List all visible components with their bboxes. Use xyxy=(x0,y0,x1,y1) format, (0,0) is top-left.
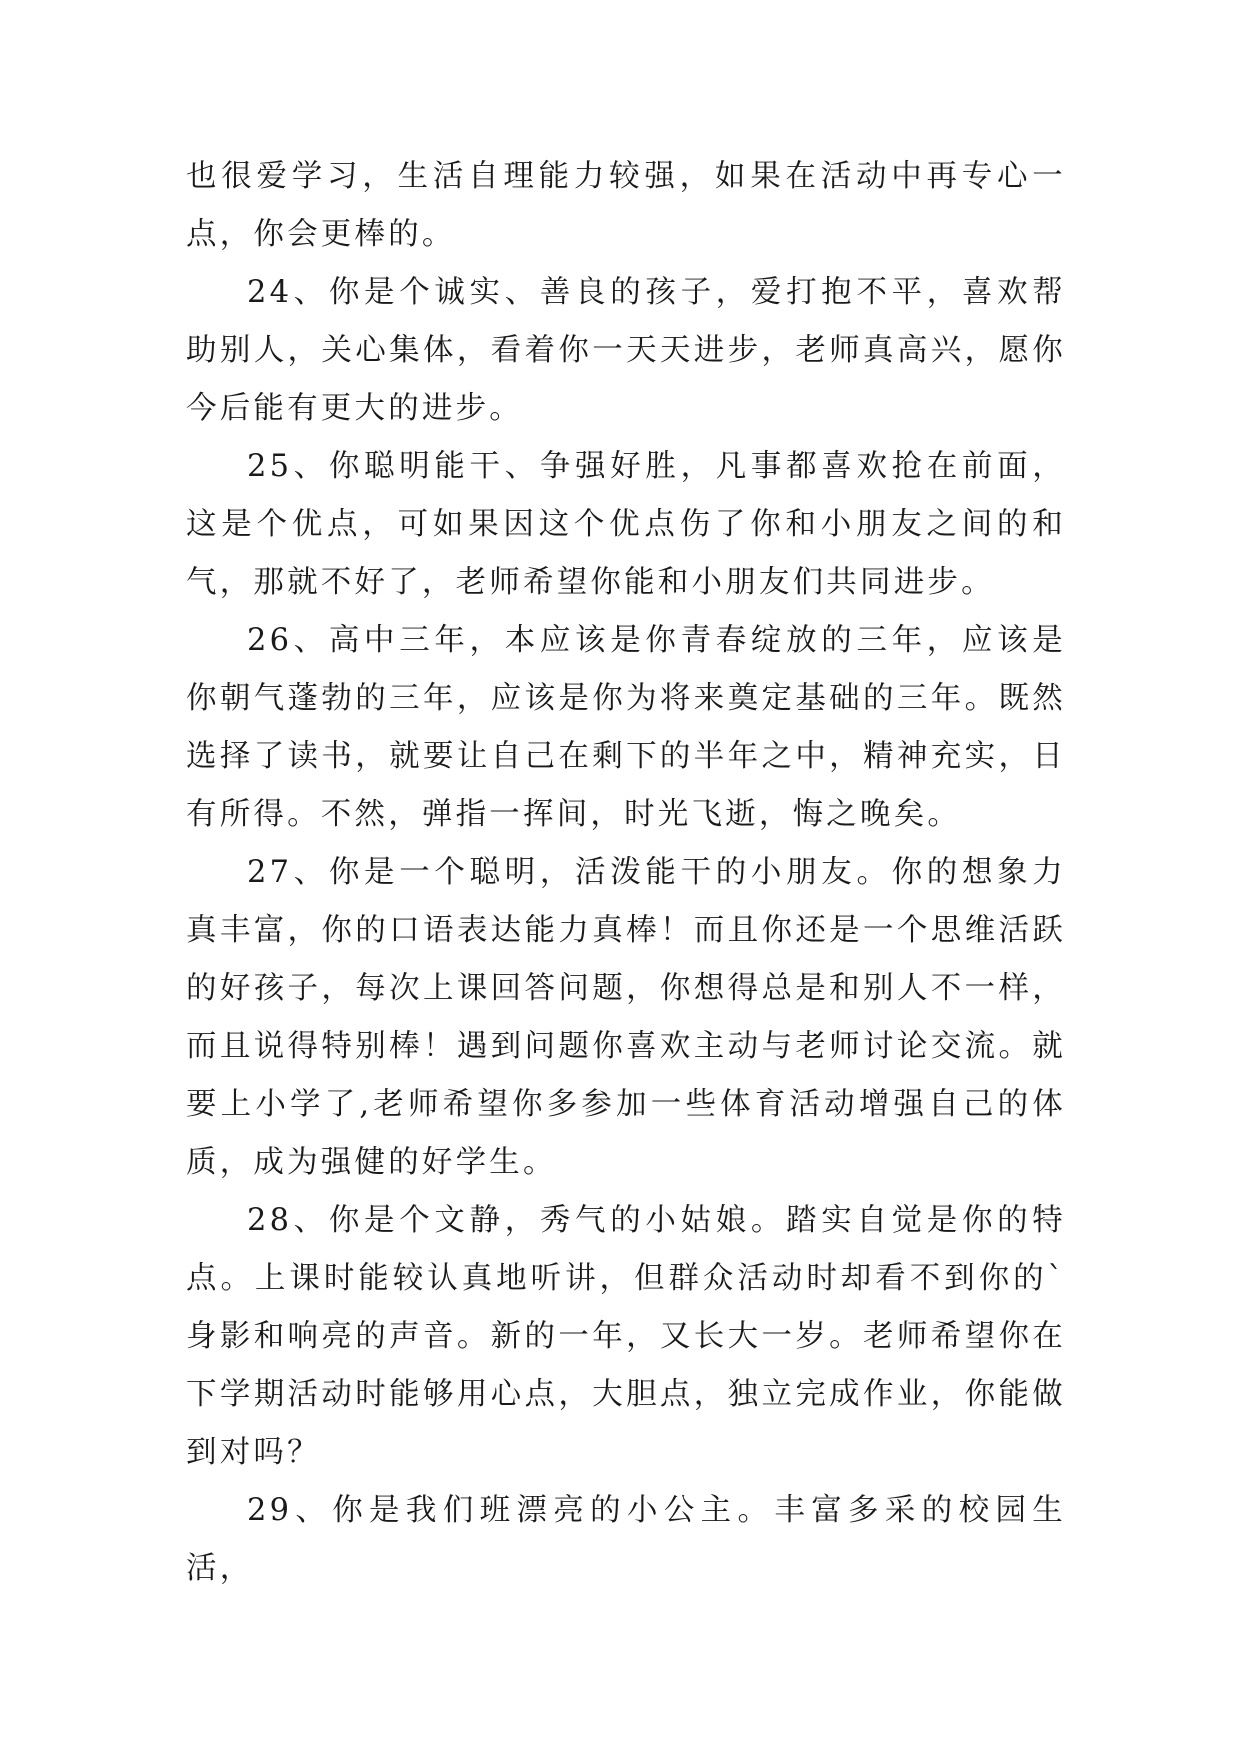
paragraph-continuation: 也很爱学习，生活自理能力较强，如果在活动中再专心一点，你会更棒的。 xyxy=(186,159,1066,252)
paragraph-27: 27、你是一个聪明，活泼能干的小朋友。你的想象力真丰富，你的口语表达能力真棒！而且你还是一个思维活跃的好孩子，每次上课回答问题，你想得总是和别人不一样，而且说得特别棒！遇到问题你喜欢主动与老师讨论交流。就要上小学了,老师希望你多参加一些体育活动增强自己的体质，成为强健的好学生。 xyxy=(186,855,1066,1180)
paragraph-29: 29、你是我们班漂亮的小公主。丰富多采的校园生活， xyxy=(186,1493,1066,1586)
document-body xyxy=(186,148,1066,1598)
paragraph-28: 28、你是个文静，秀气的小姑娘。踏实自觉是你的特点。上课时能较认真地听讲，但群众活动时却看不到你的`身影和响亮的声音。新的一年，又长大一岁。老师希望你在下学期活动时能够用心点，大胆点，独立完成作业，你能做到对吗？ xyxy=(186,1203,1066,1470)
paragraph-26: 26、高中三年，本应该是你青春绽放的三年，应该是你朝气蓬勃的三年，应该是你为将来奠定基础的三年。既然选择了读书，就要让自己在剩下的半年之中，精神充实，日有所得。不然，弹指一挥间，时光飞逝，悔之晚矣。 xyxy=(186,623,1066,832)
paragraph-24: 24、你是个诚实、善良的孩子，爱打抱不平，喜欢帮助别人，关心集体，看着你一天天进步，老师真高兴，愿你今后能有更大的进步。 xyxy=(186,275,1066,426)
paragraph-25: 25、你聪明能干、争强好胜，凡事都喜欢抢在前面，这是个优点，可如果因这个优点伤了你和小朋友之间的和气，那就不好了，老师希望你能和小朋友们共同进步。 xyxy=(186,449,1066,600)
